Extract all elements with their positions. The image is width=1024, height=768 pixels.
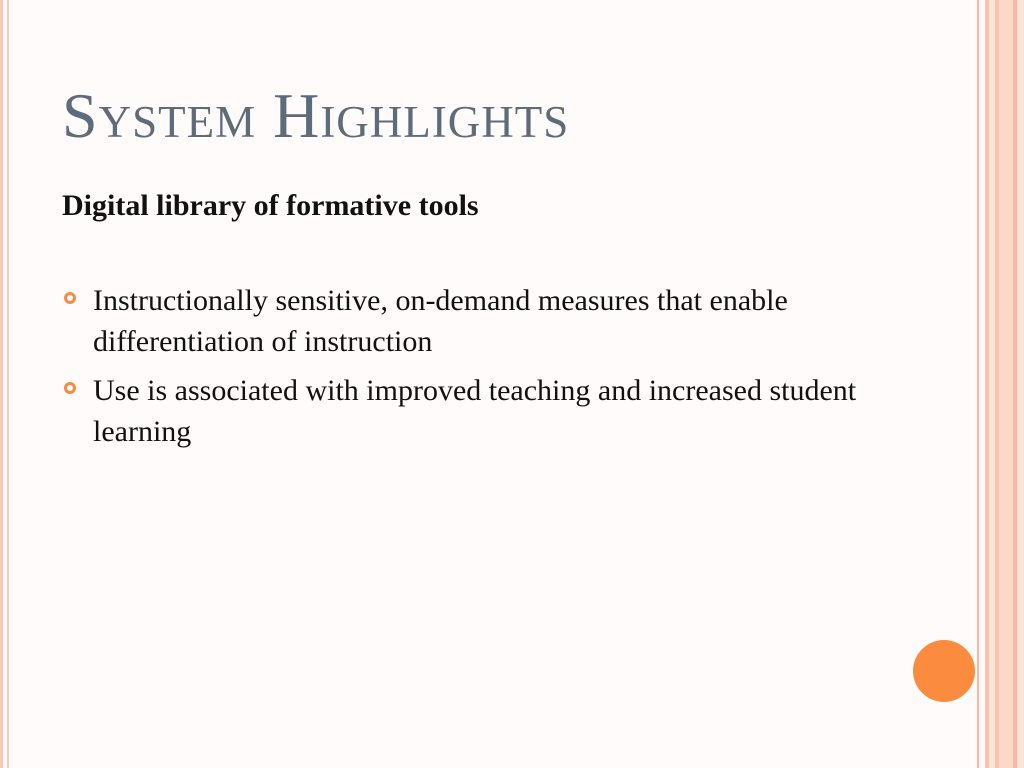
right-stripe — [999, 0, 1013, 768]
ring-bullet-icon — [64, 382, 76, 394]
slide-subtitle: Digital library of formative tools — [62, 189, 479, 222]
orange-circle-decoration — [913, 640, 975, 702]
slide-title: System Highlights — [62, 80, 570, 151]
bullet-text: Instructionally sensitive, on-demand measures that enable differentiation of instruction — [93, 284, 788, 358]
right-stripe — [1017, 0, 1024, 768]
bullet-item — [62, 370, 882, 452]
bullet-text: Use is associated with improved teaching and increased student learning — [93, 374, 857, 448]
left-border-line — [0, 0, 3, 768]
left-border-line-inner — [7, 0, 9, 768]
bullet-list — [62, 280, 882, 460]
ring-bullet-icon — [64, 292, 76, 304]
right-stripe — [977, 0, 979, 768]
bullet-item — [62, 280, 882, 362]
